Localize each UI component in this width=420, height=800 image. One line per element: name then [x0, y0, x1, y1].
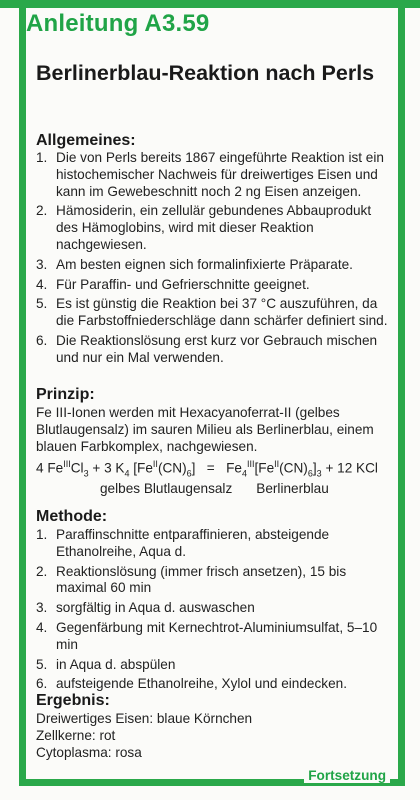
reaction-formula — [36, 456, 396, 497]
list-item: 6. Die Reaktionslösung erst kurz vor Gebrauch mischen und nur ein Mal verwenden. — [36, 332, 378, 365]
prinzip-text: Fe III-Ionen werden mit Hexacyanoferrat-II (gelbes Blutlaugensalz) im sauren Milieu als Berlinerblau, einem blauen Farbkomplex, nachgewiesen. — [36, 405, 374, 454]
ergebnis-line: Dreiwertiges Eisen: blaue Körnchen — [36, 711, 253, 726]
list-item: 5. in Aqua d. abspülen — [36, 656, 176, 672]
continuation-label: Fortsetzung — [304, 768, 390, 783]
section-title-prinzip: Prinzip: — [36, 386, 95, 403]
top-green-band — [0, 0, 420, 8]
section-title-methode: Methode: — [36, 508, 108, 525]
tab-title: Anleitung A3.59 — [26, 10, 210, 37]
list-item: 2. Reaktionslösung (immer frisch ansetzen), 15 bis maximal 60 min — [36, 563, 347, 596]
list-item: 2. Hämosiderin, ein zellulär gebundenes Abbauprodukt des Hämoglobins, wird mit dieser Reaktion nachgewiesen. — [36, 203, 372, 252]
page-title: Berlinerblau-Reaktion nach Perls — [36, 61, 375, 85]
list-item: 3. Am besten eignen sich formalinfixierte Präparate. — [36, 256, 353, 272]
section-title-ergebnis: Ergebnis: — [36, 692, 110, 709]
list-allgemeines — [36, 150, 388, 370]
list-item: 6. aufsteigende Ethanolreihe, Xylol und eindecken. — [36, 676, 347, 692]
list-methode — [36, 527, 388, 696]
list-item: 5. Es ist günstig die Reaktion bei 37 °C auszuführen, da die Farbstoffniederschläge dann schärfer definiert sind. — [36, 296, 388, 329]
list-item: 4. Gegenfärbung mit Kernechtrot-Aluminiumsulfat, 5–10 min — [36, 619, 378, 652]
ergebnis-line: Cytoplasma: rosa — [36, 744, 142, 760]
ergebnis-line: Zellkerne: rot — [36, 727, 116, 743]
list-item: 3. sorgfältig in Aqua d. auswaschen — [36, 600, 255, 616]
formula-equation: 4 $Fe^{III}Cl_3 + 3$ $K_4$ $[Fe^{II}(CN)_6]$ = $Fe_4^{III}[Fe^{II}(CN)_6]_3 + 12$ KCl — [36, 459, 378, 479]
list-item: 1. Paraffinschnitte entparaffinieren, absteigende Ethanolreihe, Aqua d. — [36, 527, 330, 559]
ergebnis-list — [36, 711, 388, 761]
list-item: 4. Für Paraffin- und Gefrierschnitte geeignet. — [36, 276, 310, 292]
section-title-allgemeines: Allgemeines: — [36, 132, 136, 149]
formula-labels: gelbes Blutlaugensalz Berlinerblau — [100, 481, 329, 497]
list-item: 1. Die von Perls bereits 1867 eingeführte Reaktion ist ein histochemischer Nachweis für dreiwertiges Eisen und kann im Gewebeschnitt noch 2 ng Eisen anzeigen. — [36, 150, 384, 199]
